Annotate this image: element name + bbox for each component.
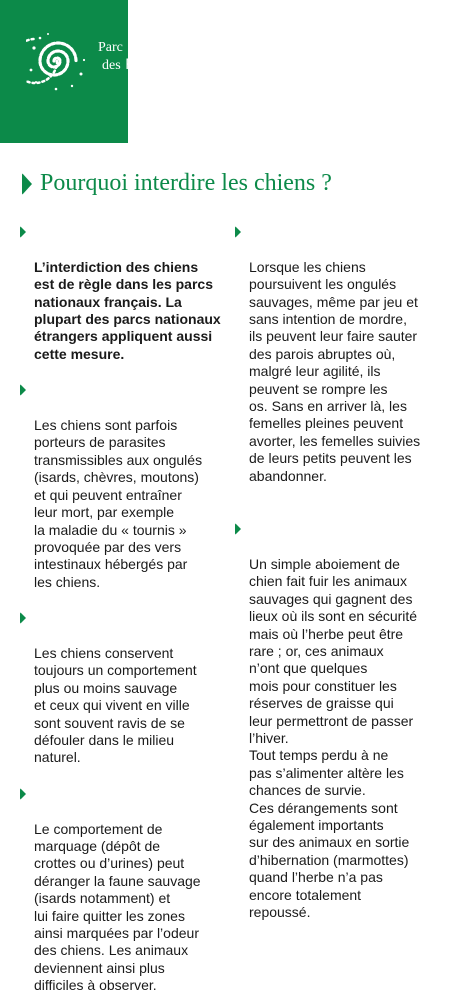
paragraph-text: Lorsque les chiens poursuivent les ongulés sauvages, même par jeu et sans intention de mordre, ils peuvent leur faire sauter des parois abruptes où, malgré leur agilité, ils peuvent se rompre les os. Sans en arriver là, les femelles pleines peuvent avorter, les femelles suivies de leurs petits peuvent les abandonner. [249,258,421,484]
paragraph [20,786,232,995]
paragraph [20,382,232,591]
bullet-icon [235,226,241,238]
bullet-icon [20,612,26,624]
paragraph-text: L’interdiction des chiens est de règle dans les parcs nationaux français. La plupart des parcs nationaux étrangers appliquent aussi cette mesure. [34,258,221,362]
heading-row [22,170,332,197]
bullet-icon [235,523,241,535]
bullet-icon [20,226,26,238]
park-name [72,38,192,74]
paragraph-text: Les chiens conservent toujours un comportement plus ou moins sauvage et ceux qui vivent en ville sont souvent ravis de se défouler dans le milieu naturel. [34,644,197,766]
paragraph-text: Un simple aboiement de chien fait fuir les animaux sauvages qui gagnent des lieux où ils sont en sécurité mais où l’herbe peut être rare ; or, ces animaux n’ont que quelques mois pour constituer les réserves de graisse qui leur permettront de passer l’hiver. Tout temps perdu à ne pas s’alimenter altère les chances de survie. Ces dérangements sont également importants sur des animaux en sortie d’hibernation (marmottes) quand l’herbe n’a pas encore totalement repoussé. [249,555,418,921]
paragraph-text: Le comportement de marquage (dépôt de crottes ou d’urines) peut déranger la faune sauvage (isards notamment) et lui faire quitter les zones ainsi marquées par l’odeur des chiens. Les animaux deviennent ainsi plus difficiles à observer. [34,820,201,994]
paragraph [235,521,447,921]
park-name-line2-prefix: des [102,58,121,73]
bullet-icon [20,384,26,396]
right-column [235,224,447,921]
page-title: Pourquoi interdire les chiens ? [40,170,332,196]
park-name-line1-prefix: Parc [98,40,123,55]
left-column [20,224,232,995]
bullet-icon [20,788,26,800]
paragraph [235,224,447,485]
park-name-line1-suffix: national [127,39,187,55]
park-name-line2-suffix: Pyrénées [125,57,192,73]
paragraph [20,224,232,363]
park-logo-block [0,0,192,143]
paragraph-text: Les chiens sont parfois porteurs de parasites transmissibles aux ongulés (isards, chèvres, moutons) et qui peuvent entraîner leur mort, par exemple la maladie du « tournis » provoquée par des vers intestinaux hébergés par les chiens. [34,417,203,590]
paragraph [20,610,232,767]
title-bullet-icon [22,173,32,195]
